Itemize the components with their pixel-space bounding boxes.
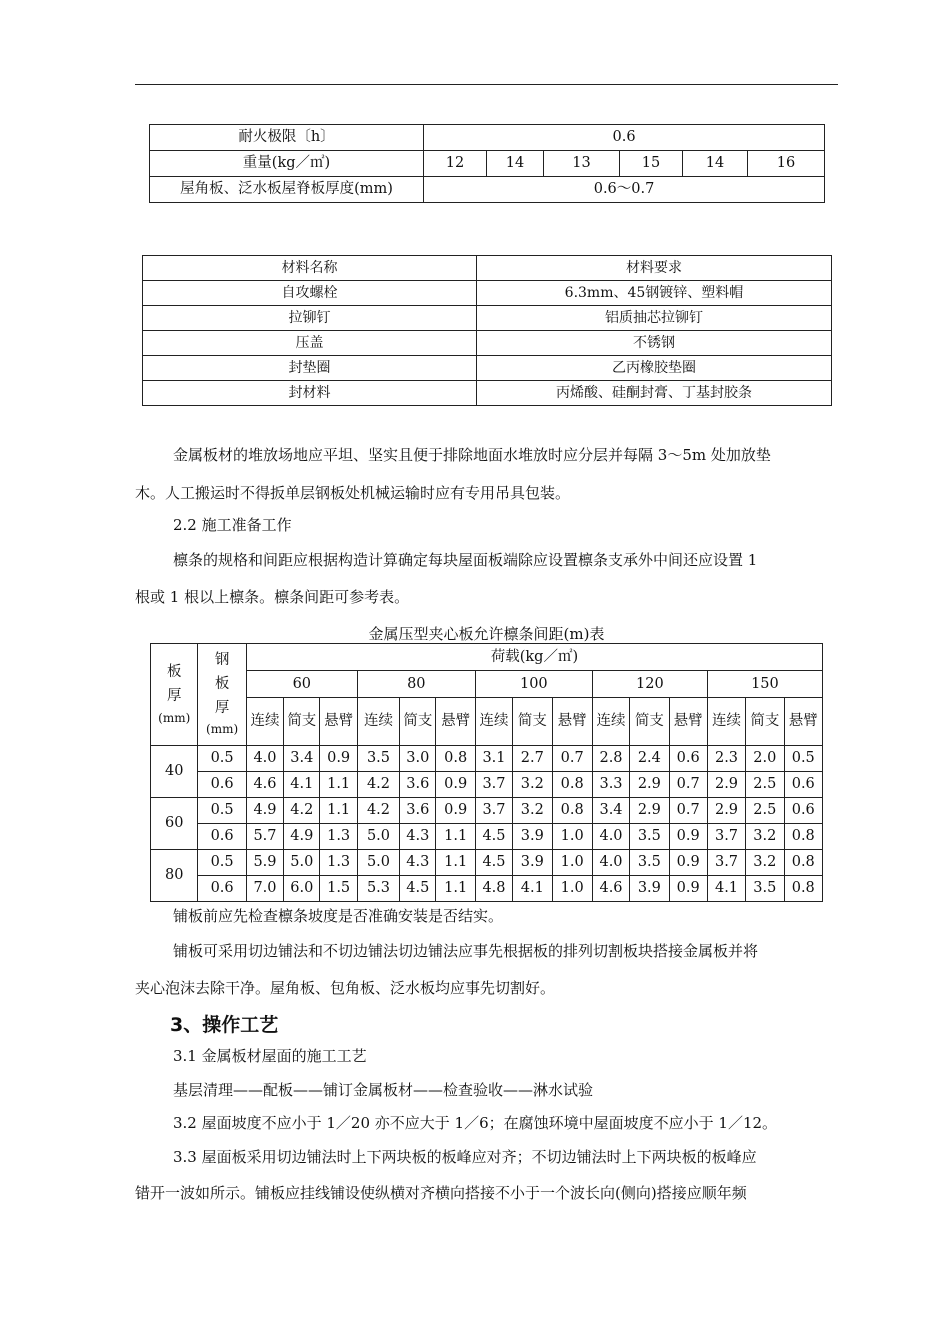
table-header-row bbox=[151, 644, 823, 671]
flashing-thickness-value: 0.6～0.7 bbox=[424, 177, 825, 203]
spacing-value-cell: 3.0 bbox=[400, 746, 436, 772]
spacing-value-cell: 0.6 bbox=[784, 772, 823, 798]
spacing-value-cell: 5.7 bbox=[246, 824, 283, 850]
weight-value: 15 bbox=[620, 151, 683, 177]
spacing-value-cell: 1.3 bbox=[320, 824, 357, 850]
material-name: 自攻螺栓 bbox=[143, 281, 477, 306]
weight-label: 重量(kg／㎡) bbox=[150, 151, 424, 177]
spacing-value-cell: 3.2 bbox=[746, 824, 784, 850]
continuous-header: 连续 bbox=[707, 698, 745, 746]
spacing-value-cell: 3.7 bbox=[475, 798, 512, 824]
spacing-value-cell: 5.3 bbox=[357, 876, 399, 902]
materials-table bbox=[142, 255, 832, 406]
weight-value: 12 bbox=[424, 151, 487, 177]
cantilever-header: 悬臂 bbox=[320, 698, 357, 746]
material-requirement: 6.3mm、45钢镀锌、塑料帽 bbox=[477, 281, 832, 306]
paragraph: 基层清理——配板——铺订金属板材——检查验收——淋水试验 bbox=[173, 1081, 594, 1099]
spacing-value-cell: 0.7 bbox=[669, 772, 707, 798]
load-100-header: 100 bbox=[475, 671, 592, 698]
paragraph: 错开一波如所示。铺板应挂线铺设使纵横对齐横向搭接不小于一个波长向(侧向)搭接应顺年频 bbox=[135, 1184, 747, 1202]
spacing-value-cell: 3.5 bbox=[630, 850, 669, 876]
plate-thickness-cell: 40 bbox=[151, 746, 198, 798]
spacing-value-cell: 1.1 bbox=[320, 798, 357, 824]
table-header-row bbox=[151, 671, 823, 698]
spacing-value-cell: 2.9 bbox=[630, 772, 669, 798]
spacing-value-cell: 1.0 bbox=[552, 824, 592, 850]
spacing-value-cell: 2.3 bbox=[707, 746, 745, 772]
table-row bbox=[143, 331, 832, 356]
spacing-value-cell: 3.9 bbox=[513, 824, 552, 850]
spacing-value-cell: 1.1 bbox=[320, 772, 357, 798]
continuous-header: 连续 bbox=[592, 698, 629, 746]
spacing-value-cell: 5.9 bbox=[246, 850, 283, 876]
simple-header: 简支 bbox=[630, 698, 669, 746]
spacing-value-cell: 4.2 bbox=[284, 798, 320, 824]
steel-thickness-cell: 0.6 bbox=[198, 772, 246, 798]
spacing-value-cell: 0.9 bbox=[436, 772, 475, 798]
spacing-value-cell: 6.0 bbox=[284, 876, 320, 902]
simple-header: 简支 bbox=[746, 698, 784, 746]
paragraph: 3.2 屋面坡度不应小于 1／20 亦不应大于 1／6；在腐蚀环境中屋面坡度不应小于 1／12。 bbox=[173, 1114, 778, 1132]
spacing-value-cell: 0.8 bbox=[552, 772, 592, 798]
table-header-row bbox=[143, 256, 832, 281]
fire-limit-value: 0.6 bbox=[424, 125, 825, 151]
spacing-value-cell: 3.9 bbox=[630, 876, 669, 902]
paragraph: 铺板可采用切边铺法和不切边铺法切边铺法应事先根据板的排列切割板块搭接金属板并将 bbox=[173, 942, 759, 960]
spacing-value-cell: 4.0 bbox=[592, 824, 629, 850]
spacing-value-cell: 1.5 bbox=[320, 876, 357, 902]
weight-value: 14 bbox=[487, 151, 544, 177]
spacing-value-cell: 3.1 bbox=[475, 746, 512, 772]
table-row bbox=[143, 281, 832, 306]
table-row bbox=[143, 356, 832, 381]
purlin-table-body bbox=[151, 746, 823, 902]
table-caption: 金属压型夹心板允许檩条间距(m)表 bbox=[368, 625, 605, 643]
cantilever-header: 悬臂 bbox=[784, 698, 823, 746]
spacing-value-cell: 0.8 bbox=[784, 824, 823, 850]
spacing-value-cell: 3.9 bbox=[513, 850, 552, 876]
spacing-value-cell: 3.2 bbox=[513, 772, 552, 798]
spacing-value-cell: 5.0 bbox=[357, 824, 399, 850]
spacing-value-cell: 3.5 bbox=[357, 746, 399, 772]
material-requirement: 丙烯酸、硅酮封膏、丁基封胶条 bbox=[477, 381, 832, 406]
spacing-value-cell: 0.6 bbox=[784, 798, 823, 824]
spacing-value-cell: 3.5 bbox=[746, 876, 784, 902]
table-header-row bbox=[151, 698, 823, 746]
spacing-value-cell: 0.8 bbox=[784, 850, 823, 876]
table-row bbox=[150, 151, 825, 177]
simple-header: 简支 bbox=[400, 698, 436, 746]
spacing-value-cell: 0.9 bbox=[669, 824, 707, 850]
spacing-value-cell: 1.1 bbox=[436, 824, 475, 850]
table-row bbox=[151, 850, 823, 876]
section-heading: 3.1 金属板材屋面的施工工艺 bbox=[173, 1047, 367, 1065]
spacing-value-cell: 3.6 bbox=[400, 772, 436, 798]
continuous-header: 连续 bbox=[357, 698, 399, 746]
spacing-value-cell: 2.0 bbox=[746, 746, 784, 772]
spacing-value-cell: 2.4 bbox=[630, 746, 669, 772]
spacing-value-cell: 5.0 bbox=[284, 850, 320, 876]
load-60-header: 60 bbox=[246, 671, 357, 698]
spacing-value-cell: 3.7 bbox=[707, 824, 745, 850]
spacing-value-cell: 0.9 bbox=[669, 876, 707, 902]
steel-thickness-cell: 0.5 bbox=[198, 746, 246, 772]
table-row bbox=[151, 772, 823, 798]
spacing-value-cell: 1.0 bbox=[552, 850, 592, 876]
table-row bbox=[143, 306, 832, 331]
paragraph: 金属板材的堆放场地应平坦、坚实且便于排除地面水堆放时应分层并每隔 3～5m 处加放垫 bbox=[173, 446, 771, 464]
table-row bbox=[151, 798, 823, 824]
spacing-value-cell: 3.4 bbox=[592, 798, 629, 824]
spacing-value-cell: 0.7 bbox=[552, 746, 592, 772]
spacing-value-cell: 4.5 bbox=[475, 850, 512, 876]
cantilever-header: 悬臂 bbox=[669, 698, 707, 746]
spacing-value-cell: 0.5 bbox=[784, 746, 823, 772]
spacing-value-cell: 0.6 bbox=[669, 746, 707, 772]
paragraph: 木。人工搬运时不得扳单层钢板处机械运输时应有专用吊具包装。 bbox=[135, 484, 571, 502]
spacing-value-cell: 0.8 bbox=[436, 746, 475, 772]
steel-thickness-cell: 0.5 bbox=[198, 798, 246, 824]
spacing-value-cell: 4.2 bbox=[357, 798, 399, 824]
spacing-value-cell: 3.4 bbox=[284, 746, 320, 772]
steel-thickness-cell: 0.6 bbox=[198, 824, 246, 850]
load-header: 荷载(kg／㎡) bbox=[246, 644, 822, 671]
plate-thickness-unit: (mm) bbox=[158, 710, 191, 725]
spacing-value-cell: 3.3 bbox=[592, 772, 629, 798]
spacing-value-cell: 4.1 bbox=[284, 772, 320, 798]
continuous-header: 连续 bbox=[246, 698, 283, 746]
material-requirement: 铝质抽芯拉铆钉 bbox=[477, 306, 832, 331]
material-name: 拉铆钉 bbox=[143, 306, 477, 331]
spacing-value-cell: 4.1 bbox=[513, 876, 552, 902]
spacing-value-cell: 2.9 bbox=[707, 772, 745, 798]
spacing-value-cell: 5.0 bbox=[357, 850, 399, 876]
spacing-value-cell: 1.1 bbox=[436, 850, 475, 876]
cantilever-header: 悬臂 bbox=[436, 698, 475, 746]
spacing-value-cell: 2.9 bbox=[630, 798, 669, 824]
spacing-value-cell: 3.5 bbox=[630, 824, 669, 850]
paragraph: 铺板前应先检查檩条坡度是否准确安装是否结实。 bbox=[173, 907, 504, 925]
spacing-value-cell: 2.5 bbox=[746, 798, 784, 824]
spacing-value-cell: 3.2 bbox=[513, 798, 552, 824]
steel-thickness-label: 钢板厚 bbox=[214, 651, 230, 716]
spacing-value-cell: 0.9 bbox=[320, 746, 357, 772]
simple-header: 简支 bbox=[284, 698, 320, 746]
material-requirement-header: 材料要求 bbox=[477, 256, 832, 281]
spacing-value-cell: 2.5 bbox=[746, 772, 784, 798]
table-row bbox=[151, 876, 823, 902]
section-heading: 2.2 施工准备工作 bbox=[173, 516, 292, 534]
fire-limit-label: 耐火极限〔h〕 bbox=[150, 125, 424, 151]
paragraph: 3.3 屋面板采用切边铺法时上下两块板的板峰应对齐；不切边铺法时上下两块板的板峰应 bbox=[173, 1148, 757, 1166]
spacing-value-cell: 0.8 bbox=[552, 798, 592, 824]
spacing-value-cell: 4.6 bbox=[592, 876, 629, 902]
spacing-value-cell: 4.9 bbox=[284, 824, 320, 850]
weight-value: 13 bbox=[544, 151, 620, 177]
spacing-value-cell: 4.2 bbox=[357, 772, 399, 798]
spacing-value-cell: 3.2 bbox=[746, 850, 784, 876]
spacing-value-cell: 1.0 bbox=[552, 876, 592, 902]
plate-thickness-header bbox=[151, 644, 198, 746]
material-name: 封材料 bbox=[143, 381, 477, 406]
spacing-value-cell: 0.8 bbox=[784, 876, 823, 902]
spacing-value-cell: 4.3 bbox=[400, 850, 436, 876]
table-row bbox=[150, 177, 825, 203]
load-120-header: 120 bbox=[592, 671, 707, 698]
paragraph: 根或 1 根以上檩条。檩条间距可参考表。 bbox=[135, 588, 410, 606]
continuous-header: 连续 bbox=[475, 698, 512, 746]
material-requirement: 乙丙橡胶垫圈 bbox=[477, 356, 832, 381]
material-name: 压盖 bbox=[143, 331, 477, 356]
spacing-value-cell: 2.7 bbox=[513, 746, 552, 772]
paragraph: 夹心泡沫去除干净。屋角板、包角板、泛水板均应事先切割好。 bbox=[135, 979, 556, 997]
plate-thickness-label: 板厚 bbox=[166, 663, 182, 704]
spacing-value-cell: 4.8 bbox=[475, 876, 512, 902]
purlin-spacing-table bbox=[150, 643, 823, 902]
spacing-value-cell: 1.1 bbox=[436, 876, 475, 902]
spacing-value-cell: 4.9 bbox=[246, 798, 283, 824]
flashing-thickness-label: 屋角板、泛水板屋脊板厚度(mm) bbox=[150, 177, 424, 203]
spacing-value-cell: 4.0 bbox=[246, 746, 283, 772]
material-name: 封垫圈 bbox=[143, 356, 477, 381]
table-row bbox=[143, 381, 832, 406]
paragraph: 檩条的规格和间距应根据构造计算确定每块屋面板端除应设置檩条支承外中间还应设置 1 bbox=[173, 551, 758, 569]
plate-thickness-cell: 80 bbox=[151, 850, 198, 902]
simple-header: 简支 bbox=[513, 698, 552, 746]
spacing-value-cell: 3.7 bbox=[707, 850, 745, 876]
spacing-value-cell: 2.8 bbox=[592, 746, 629, 772]
table-row bbox=[151, 746, 823, 772]
spacing-value-cell: 1.3 bbox=[320, 850, 357, 876]
load-150-header: 150 bbox=[707, 671, 822, 698]
spacing-value-cell: 4.5 bbox=[475, 824, 512, 850]
spacing-value-cell: 4.3 bbox=[400, 824, 436, 850]
spacing-value-cell: 7.0 bbox=[246, 876, 283, 902]
spacing-value-cell: 4.5 bbox=[400, 876, 436, 902]
spacing-value-cell: 0.9 bbox=[436, 798, 475, 824]
spacing-value-cell: 2.9 bbox=[707, 798, 745, 824]
material-requirement: 不锈钢 bbox=[477, 331, 832, 356]
spacing-value-cell: 0.7 bbox=[669, 798, 707, 824]
weight-value: 16 bbox=[748, 151, 825, 177]
plate-thickness-cell: 60 bbox=[151, 798, 198, 850]
table-row bbox=[150, 125, 825, 151]
spacing-value-cell: 4.0 bbox=[592, 850, 629, 876]
steel-thickness-cell: 0.5 bbox=[198, 850, 246, 876]
spacing-value-cell: 0.9 bbox=[669, 850, 707, 876]
steel-thickness-header bbox=[198, 644, 246, 746]
header-rule bbox=[135, 84, 838, 85]
table-row bbox=[151, 824, 823, 850]
material-name-header: 材料名称 bbox=[143, 256, 477, 281]
spacing-value-cell: 4.6 bbox=[246, 772, 283, 798]
spacing-value-cell: 4.1 bbox=[707, 876, 745, 902]
steel-thickness-cell: 0.6 bbox=[198, 876, 246, 902]
cantilever-header: 悬臂 bbox=[552, 698, 592, 746]
section-title: 3、操作工艺 bbox=[170, 1014, 279, 1036]
weight-value: 14 bbox=[683, 151, 748, 177]
steel-thickness-unit: (mm) bbox=[206, 722, 239, 737]
load-80-header: 80 bbox=[357, 671, 475, 698]
spec-table bbox=[149, 124, 825, 203]
spacing-value-cell: 3.7 bbox=[475, 772, 512, 798]
spacing-value-cell: 3.6 bbox=[400, 798, 436, 824]
